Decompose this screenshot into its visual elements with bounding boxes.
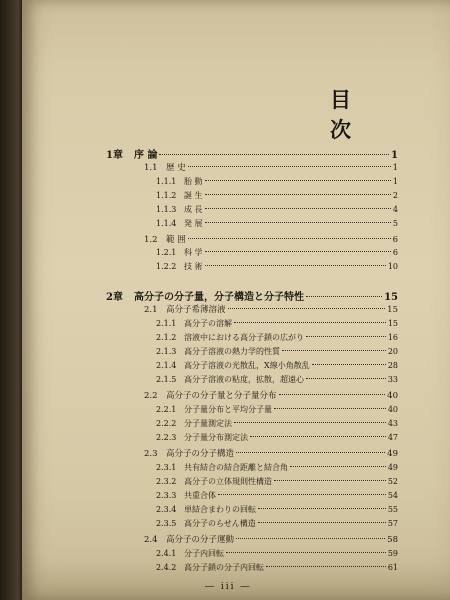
toc-entry-page: 57 <box>387 519 398 528</box>
leader-dots <box>312 363 386 365</box>
toc-entry <box>156 418 398 429</box>
toc-entry-number: 1章 <box>106 150 123 161</box>
toc-entry-title: 高分子の立体規則性構造 <box>184 477 272 486</box>
leader-dots <box>226 551 386 553</box>
leader-dots <box>306 377 386 379</box>
toc-entry-title: 技 術 <box>184 262 203 271</box>
toc-entry <box>144 447 398 459</box>
toc-entry-title: 分子量測定法 <box>184 419 232 428</box>
toc-entry <box>156 432 398 443</box>
leader-dots <box>205 179 391 181</box>
leader-dots <box>266 565 386 567</box>
toc-entry-page: 49 <box>387 463 398 472</box>
toc-entry-number: 2.4.2 <box>156 563 177 572</box>
toc-entry-number: 2.1.3 <box>156 347 177 356</box>
leader-dots <box>234 321 386 323</box>
toc-entry-number: 2.4 <box>144 535 158 545</box>
leader-dots <box>205 250 391 252</box>
toc-entry-title: 高分子鎖の分子内回転 <box>184 563 264 572</box>
toc-entry-title: 高分子の溶解 <box>184 319 232 328</box>
toc-entry-title: 共有結合の結合距離と結合角 <box>184 463 288 472</box>
toc-entry-title: 溶液中における高分子鎖の広がり <box>184 333 304 342</box>
toc-entry-page: 40 <box>387 391 398 401</box>
toc-entry-number: 1.2 <box>144 235 158 245</box>
toc-entry <box>144 389 398 401</box>
toc-entry <box>156 360 398 371</box>
leader-dots <box>290 465 386 467</box>
toc-entry-number: 2.1 <box>144 305 158 315</box>
toc-entry-page: 47 <box>387 433 398 442</box>
toc-entry-number: 2.3.2 <box>156 477 177 486</box>
toc-entry-page: 1 <box>392 177 398 186</box>
toc-entry-number: 1.2.1 <box>156 248 177 257</box>
toc-entry-title: 高分子の分子構造 <box>166 449 235 459</box>
toc-entry-title: 分子量分布と平均分子量 <box>184 405 272 414</box>
leader-dots <box>218 493 386 495</box>
toc-entry-page: 15 <box>387 305 398 315</box>
toc-entry <box>156 562 398 573</box>
leader-dots <box>282 349 386 351</box>
toc-entry <box>156 332 398 343</box>
toc-entry-number: 2.2.1 <box>156 405 177 414</box>
toc-entry <box>156 462 398 473</box>
toc-entry <box>156 318 398 329</box>
leader-dots <box>228 307 386 309</box>
toc-entry-page: 43 <box>387 419 398 428</box>
toc-entry-number: 1.1.1 <box>156 177 177 186</box>
toc-entry <box>156 261 398 272</box>
toc-entry-page: 2 <box>392 191 398 200</box>
toc-entry-title: 高分子の分子量と分子量分布 <box>166 391 277 401</box>
toc-entry-title: 分子量分布測定法 <box>184 433 248 442</box>
toc-entry-title: 歴 史 <box>166 163 186 173</box>
toc-entry-title: 高分子の分子運動 <box>166 535 235 545</box>
toc-entry-page: 59 <box>387 549 398 558</box>
toc-entry-number: 2.3.4 <box>156 505 177 514</box>
toc-entry-number: 1.2.2 <box>156 262 177 271</box>
leader-dots <box>236 537 385 539</box>
toc-entry-page: 54 <box>387 491 398 500</box>
toc-entry <box>144 233 398 245</box>
toc-entry-page: 6 <box>392 235 398 245</box>
toc-entry-number: 2.3 <box>144 449 158 459</box>
toc-entry-title: 共重合体 <box>184 491 216 500</box>
toc-entry <box>156 504 398 515</box>
toc-entry <box>144 533 398 545</box>
leader-dots <box>274 407 386 409</box>
toc-entry-number: 1.1.2 <box>156 191 177 200</box>
toc-entry-page: 5 <box>392 219 398 228</box>
toc-entry <box>156 404 398 415</box>
toc-entry <box>156 346 398 357</box>
toc-entry-title: 高分子の分子量，分子構造と分子特性 <box>134 292 304 303</box>
toc-entry-title: 科 学 <box>184 248 203 257</box>
toc-entry-page: 10 <box>387 262 398 271</box>
toc-entry-title: 発 展 <box>184 219 203 228</box>
leader-dots <box>306 295 382 297</box>
toc-entry-page: 1 <box>392 163 398 173</box>
page-title: 目 次 <box>330 87 420 142</box>
leader-dots <box>234 421 386 423</box>
toc-entry-number: 2章 <box>106 292 123 303</box>
toc-entry-title: 単結合まわりの回転 <box>184 505 256 514</box>
toc-entry-title: 高分子溶液の熱力学的性質 <box>184 347 280 356</box>
toc-entry-page: 4 <box>392 205 398 214</box>
toc-entry-title: 成 長 <box>184 205 203 214</box>
toc-entry-title: 高分子希薄溶液 <box>166 305 226 315</box>
toc-entry-title: 胎 動 <box>184 177 203 186</box>
toc-entry-page: 40 <box>387 405 398 414</box>
leader-dots <box>258 521 386 523</box>
toc-entry <box>156 490 398 501</box>
toc-entry-number: 2.2.2 <box>156 419 177 428</box>
toc-entry-page: 15 <box>384 292 398 303</box>
toc-entry-page: 16 <box>387 333 398 342</box>
toc-entry <box>156 548 398 559</box>
toc-entry <box>156 204 398 215</box>
toc-entry <box>156 176 398 187</box>
toc-entry-page: 6 <box>392 248 398 257</box>
toc-entry-title: 誕 生 <box>184 191 203 200</box>
leader-dots <box>188 165 391 167</box>
leader-dots <box>274 479 386 481</box>
toc-entry-page: 20 <box>387 347 398 356</box>
leader-dots <box>279 393 386 395</box>
leader-dots <box>205 221 391 223</box>
toc-entry <box>156 518 398 529</box>
toc-entry-page: 58 <box>387 535 398 545</box>
page-number-footer: ― iii ― <box>205 582 252 592</box>
toc-entry-number: 1.1.4 <box>156 219 177 228</box>
toc-entry-title: 範 囲 <box>166 235 186 245</box>
toc-entry-page: 15 <box>387 319 398 328</box>
toc-entry <box>106 288 398 303</box>
toc-entry-number: 2.4.1 <box>156 549 177 558</box>
leader-dots <box>188 237 391 239</box>
toc-entry-number: 2.2 <box>144 391 158 401</box>
toc-entry <box>156 190 398 201</box>
toc-entry <box>156 218 398 229</box>
leader-dots <box>205 193 391 195</box>
toc-entry-page: 33 <box>387 375 398 384</box>
toc-entry <box>144 303 398 315</box>
toc-entry-number: 2.2.3 <box>156 433 177 442</box>
toc-entry-number: 2.3.1 <box>156 463 177 472</box>
toc-entry-number: 2.1.4 <box>156 361 177 370</box>
leader-dots <box>306 335 386 337</box>
toc-entry-title: 高分子のらせん構造 <box>184 519 256 528</box>
toc-entry-number: 2.1.1 <box>156 319 177 328</box>
toc-entry-number: 2.3.3 <box>156 491 177 500</box>
toc-entry <box>156 476 398 487</box>
toc-entry-page: 49 <box>387 449 398 459</box>
toc-entry <box>106 146 398 161</box>
toc-entry-title: 高分子溶液の光散乱，X線小角散乱 <box>184 361 310 370</box>
leader-dots <box>205 207 391 209</box>
toc-entry-page: 61 <box>387 563 398 572</box>
leader-dots <box>258 507 386 509</box>
toc-entry-number: 2.1.5 <box>156 375 177 384</box>
leader-dots <box>236 451 385 453</box>
toc-entry-page: 1 <box>391 150 398 161</box>
toc-entry-title: 序 論 <box>134 150 158 161</box>
toc-entry-number: 2.1.2 <box>156 333 177 342</box>
toc-entry <box>156 374 398 385</box>
leader-dots <box>250 435 386 437</box>
toc-entry <box>144 161 398 173</box>
leader-dots <box>159 153 389 155</box>
toc-entry-number: 1.1 <box>144 163 158 173</box>
toc-entry-number: 1.1.3 <box>156 205 177 214</box>
toc-entry-page: 55 <box>387 505 398 514</box>
toc-entry-page: 52 <box>387 477 398 486</box>
toc-entry-page: 28 <box>387 361 398 370</box>
toc-entry-number: 2.3.5 <box>156 519 177 528</box>
toc-entry-title: 高分子溶液の粘度，拡散，超遠心 <box>184 375 304 384</box>
leader-dots <box>205 264 386 266</box>
toc-entry <box>156 247 398 258</box>
toc-entry-title: 分子内回転 <box>184 549 224 558</box>
